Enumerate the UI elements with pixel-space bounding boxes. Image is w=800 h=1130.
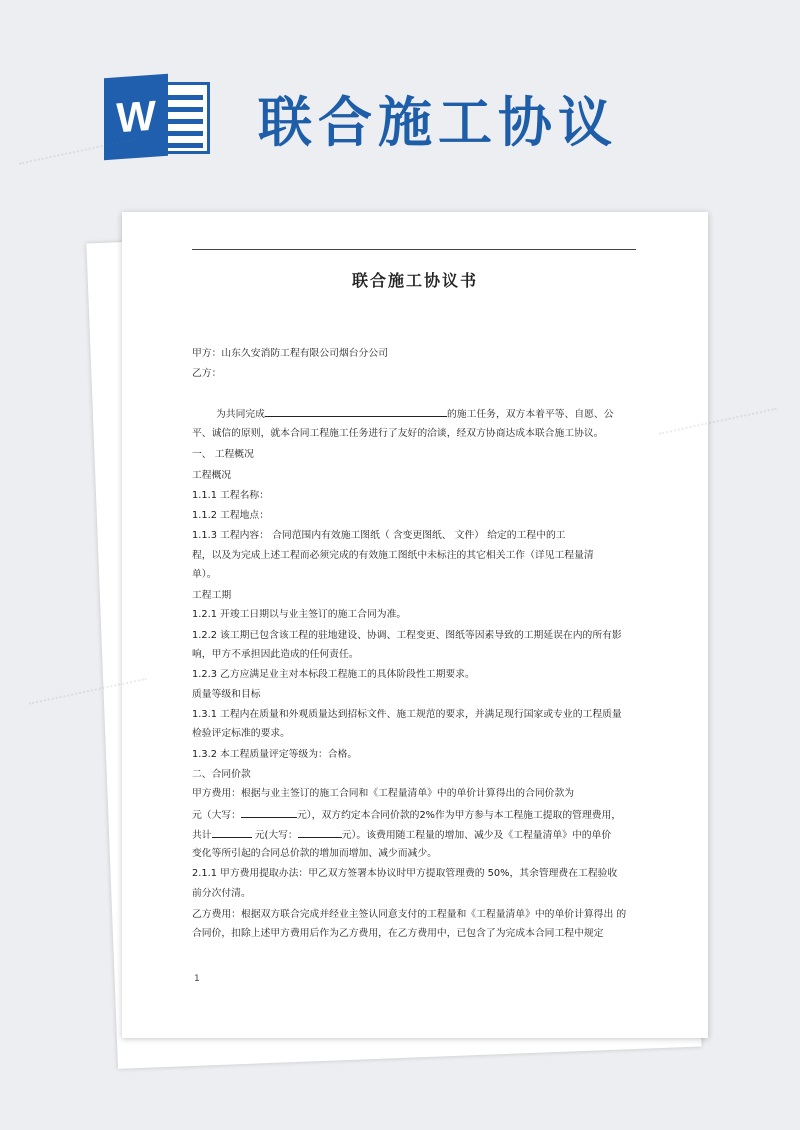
section-1-heading: 一、 工程概况 <box>192 449 254 460</box>
blank-fee-total[interactable] <box>212 827 252 838</box>
header-rule <box>192 249 636 250</box>
item-1-3-2: 1.3.2 本工程质量评定等级为：合格。 <box>192 749 358 760</box>
a-fee-line-2: 元（大写： 元），双方约定本合同价款的2%作为甲方参与本工程施工提取的管理费用， <box>192 807 642 823</box>
item-1-1-3-line-3: 单）。 <box>192 569 217 580</box>
item-2-1-1-line-2: 前分次付清。 <box>192 888 251 899</box>
item-1-2-2-line-2: 响，甲方不承担因此造成的任何责任。 <box>192 649 359 660</box>
sub-period: 工程工期 <box>192 590 232 601</box>
document-title: 联合施工协议书 <box>351 271 478 290</box>
section-2-heading: 二、合同价款 <box>192 769 251 780</box>
party-b: 乙方： <box>192 368 222 379</box>
blank-fee-words[interactable] <box>298 827 342 838</box>
blank-amount-words[interactable] <box>241 807 297 818</box>
item-1-3-1-line-1: 1.3.1 工程内在质量和外观质量达到招标文件、施工规范的要求，并满足现行国家或专业的工程质量 <box>192 709 622 720</box>
blank-project-field[interactable] <box>265 406 447 417</box>
a-fee-line-3: 共计 元(大写： 元）。该费用随工程量的增加、减少及《工程量清单》中的单价 <box>192 827 642 843</box>
item-1-1-2: 1.1.2 工程地点： <box>192 510 270 521</box>
sub-quality: 质量等级和目标 <box>192 689 261 700</box>
page-number: 1 <box>194 974 200 984</box>
intro-line-2: 平、诚信的原则，就本合同工程施工任务进行了友好的洽谈，经双方协商达成本联合施工协议。 <box>192 428 604 439</box>
word-doc-icon <box>104 76 214 158</box>
b-fee-line-1: 乙方费用：根据双方联合完成并经业主签认同意支付的工程量和《工程量清单》中的单价计算得出 的 <box>192 909 627 920</box>
party-a: 甲方：山东久安消防工程有限公司烟台分公司 <box>192 348 388 359</box>
item-2-1-1-line-1: 2.1.1 甲方费用提取办法：甲乙双方签署本协议时甲方提取管理费的 50%，其余管理费在工程验收 <box>192 868 618 879</box>
item-1-2-3: 1.2.3 乙方应满足业主对本标段工程施工的具体阶段性工期要求。 <box>192 669 475 680</box>
item-1-1-3-line-1: 1.1.3 工程内容： 合同范围内有效施工图纸（ 含变更图纸、 文件） 给定的工程中的工 <box>192 530 566 541</box>
item-1-2-2-line-1: 1.2.2 该工期已包含该工程的驻地建设、协调、工程变更、图纸等因素导致的工期延误在内的所有影 <box>192 630 622 641</box>
b-fee-line-2: 合同价，扣除上述甲方费用后作为乙方费用，在乙方费用中，已包含了为完成本合同工程中规定 <box>192 928 604 939</box>
word-letter-badge: W <box>104 74 168 160</box>
document-page <box>122 212 708 1038</box>
a-fee-line-4: 变化等所引起的合同总价款的增加而增加、减少而减少。 <box>192 848 437 859</box>
item-1-2-1: 1.2.1 开竣工日期以与业主签订的施工合同为准。 <box>192 609 407 620</box>
item-1-1-1: 1.1.1 工程名称： <box>192 490 270 501</box>
hero-title: 联合施工协议 <box>258 90 618 154</box>
a-fee-line-1: 甲方费用：根据与业主签订的施工合同和《工程量清单》中的单价计算得出的合同价款为 <box>192 788 575 799</box>
intro-line-1: 为共同完成 的施工任务，双方本着平等、自愿、公 <box>192 406 666 422</box>
item-1-3-1-line-2: 检验评定标准的要求。 <box>192 728 290 739</box>
sub-overview: 工程概况 <box>192 470 232 481</box>
item-1-1-3-line-2: 程，以及为完成上述工程而必须完成的有效施工图纸中未标注的其它相关工作（详见工程量清 <box>192 550 594 561</box>
